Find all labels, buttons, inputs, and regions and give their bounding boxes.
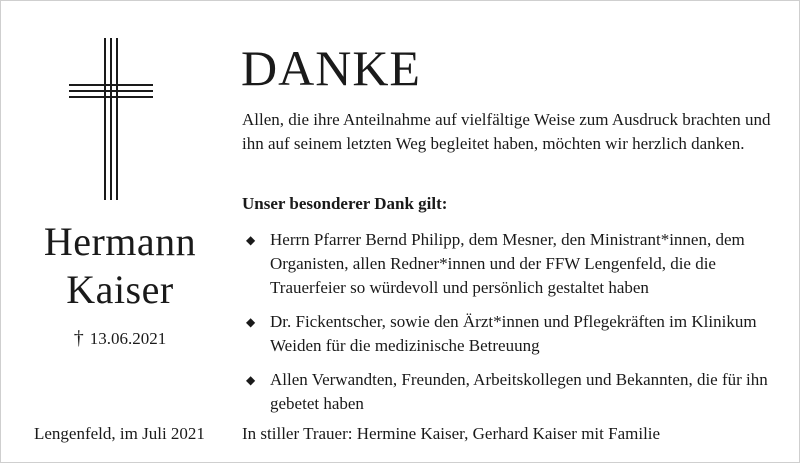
list-item-text: Allen Verwandten, Freunden, Arbeitskollegen und Bekannten, die für ihn gebetet haben xyxy=(270,370,768,413)
death-date xyxy=(20,327,220,350)
list-item xyxy=(242,228,792,300)
cross-icon xyxy=(69,38,153,200)
list-item xyxy=(242,310,792,358)
thanks-list xyxy=(242,228,792,426)
diamond-bullet-icon: ◆ xyxy=(246,233,256,247)
place-and-date: Lengenfeld, im Juli 2021 xyxy=(34,424,205,443)
deceased-last-name: Kaiser xyxy=(66,267,174,312)
page-title: DANKE xyxy=(241,40,421,96)
intro-text: Allen, die ihre Anteilnahme auf vielfältige Weise zum Ausdruck brachten und ihn auf seinem letzten Weg begleitet haben, möchten wir herzlich danken. xyxy=(242,110,771,153)
list-item-text: Herrn Pfarrer Bernd Philipp, dem Mesner, den Ministrant*innen, dem Organisten, allen Redner*innen und der FFW Lengenfeld, die die Trauerfeier so würdevoll und persönlich gestaltet haben xyxy=(270,230,745,297)
thanks-subheading: Unser besonderer Dank gilt: xyxy=(242,194,448,213)
diamond-bullet-icon: ◆ xyxy=(246,315,256,329)
list-item xyxy=(242,368,792,416)
diamond-bullet-icon: ◆ xyxy=(246,373,256,387)
deceased-first-name: Hermann xyxy=(43,219,197,264)
dagger-icon: † xyxy=(73,327,84,349)
signoff: In stiller Trauer: Hermine Kaiser, Gerhard Kaiser mit Familie xyxy=(242,424,661,443)
death-date-text: 13.06.2021 xyxy=(89,329,167,348)
list-item-text: Dr. Fickentscher, sowie den Ärzt*innen und Pflegekräften im Klinikum Weiden für die medizinische Betreuung xyxy=(270,312,757,355)
